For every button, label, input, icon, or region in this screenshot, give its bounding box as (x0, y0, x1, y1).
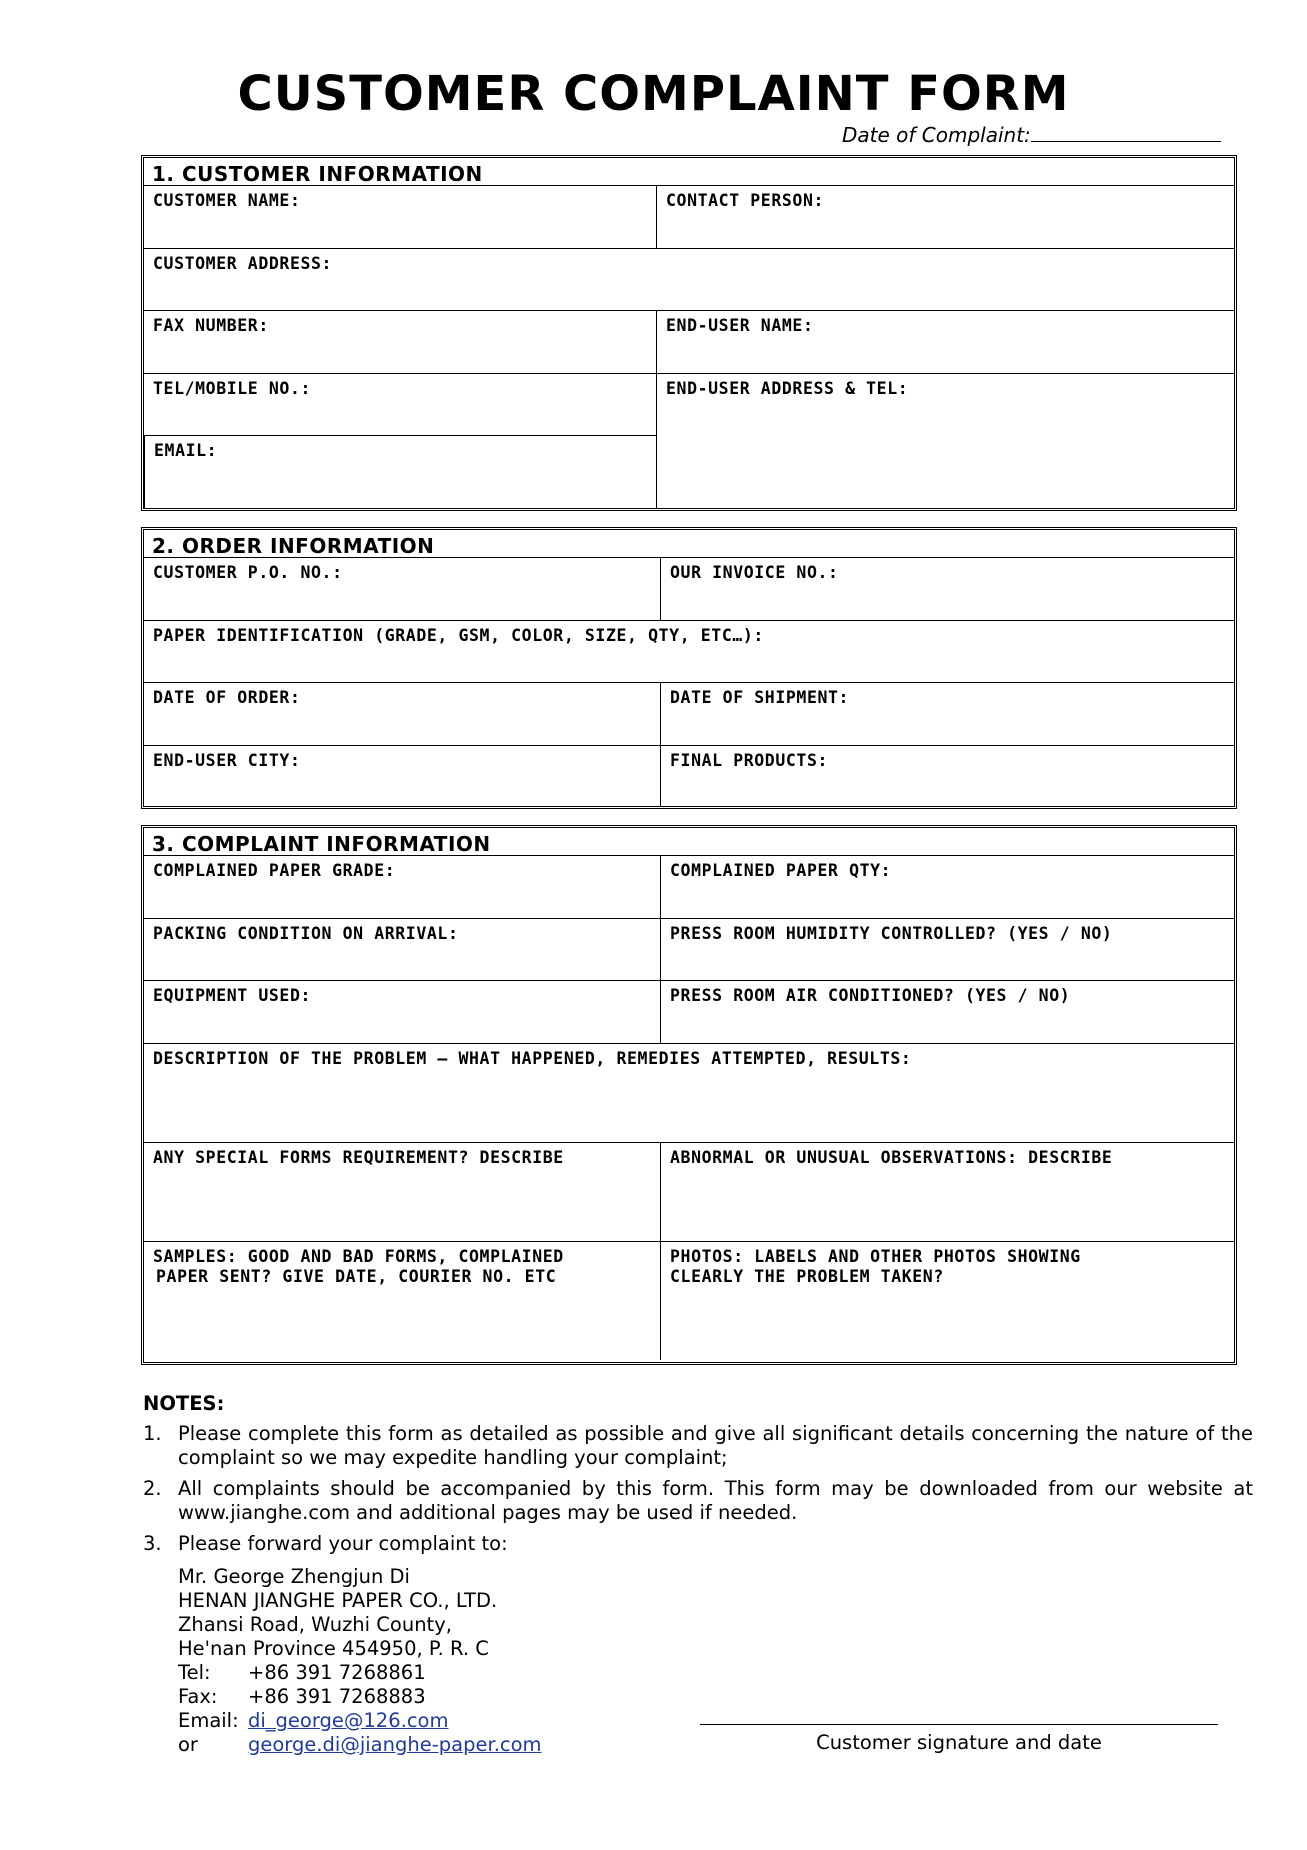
contact-street: Zhansi Road, Wuzhi County, (178, 1613, 452, 1636)
section-heading: 1. CUSTOMER INFORMATION (144, 158, 1234, 186)
date-of-order-field[interactable]: DATE OF ORDER: (153, 688, 301, 707)
customer-address-field[interactable]: CUSTOMER ADDRESS: (153, 254, 333, 273)
final-products-field[interactable]: FINAL PRODUCTS: (660, 746, 1234, 806)
contact-person-field[interactable]: CONTACT PERSON: (656, 186, 1234, 248)
customer-information-section (141, 155, 1237, 511)
contact-company: HENAN JIANGHE PAPER CO., LTD. (178, 1589, 498, 1612)
contact-address (178, 1565, 542, 1757)
form-row (144, 186, 1234, 249)
complained-paper-grade-field[interactable]: COMPLAINED PAPER GRADE: (153, 861, 396, 880)
section-heading: 2. ORDER INFORMATION (144, 530, 1234, 558)
contact-name: Mr. George Zhengjun Di (178, 1565, 410, 1588)
tel-value: +86 391 7268861 (248, 1661, 426, 1684)
air-conditioned-field[interactable]: PRESS ROOM AIR CONDITIONED? (YES / NO) (660, 981, 1234, 1043)
form-row (144, 919, 1234, 981)
form-title: CUSTOMER COMPLAINT FORM (237, 66, 1070, 122)
form-row (144, 558, 1234, 621)
form-row (144, 1044, 1234, 1143)
section-heading: 3. COMPLAINT INFORMATION (144, 828, 1234, 856)
form-row (144, 856, 1234, 919)
customer-po-field[interactable]: CUSTOMER P.O. NO.: (153, 563, 343, 582)
form-row (144, 311, 1234, 374)
note-item (143, 1422, 1253, 1470)
photos-field[interactable] (660, 1242, 1234, 1360)
left-column (144, 374, 656, 508)
end-user-name-field[interactable]: END-USER NAME: (656, 311, 1234, 373)
form-row (144, 621, 1234, 683)
packing-condition-field[interactable]: PACKING CONDITION ON ARRIVAL: (153, 924, 459, 943)
fax-number-field[interactable]: FAX NUMBER: (153, 316, 269, 335)
humidity-controlled-field[interactable]: PRESS ROOM HUMIDITY CONTROLLED? (YES / NO) (660, 919, 1234, 980)
our-invoice-field[interactable]: OUR INVOICE NO.: (660, 558, 1234, 620)
fax-value: +86 391 7268883 (248, 1685, 426, 1708)
date-of-complaint-field[interactable] (1031, 123, 1221, 142)
note-number: 2. (143, 1477, 162, 1500)
notes-section (143, 1392, 1253, 1563)
note-item (143, 1477, 1253, 1525)
end-user-city-field[interactable]: END-USER CITY: (153, 751, 301, 770)
date-of-complaint[interactable] (842, 123, 1221, 147)
contact-email2-line (178, 1733, 542, 1757)
tel-mobile-field[interactable]: TEL/MOBILE NO.: (144, 374, 656, 436)
date-of-complaint-label: Date of Complaint: (842, 123, 1031, 147)
signature-line[interactable] (700, 1724, 1218, 1725)
end-user-address-field[interactable]: END-USER ADDRESS & TEL: (656, 374, 1234, 508)
form-row (144, 374, 1234, 508)
tel-label: Tel: (178, 1661, 211, 1684)
email-field[interactable]: EMAIL: (144, 436, 656, 508)
email-link[interactable]: di_george@126.com (248, 1709, 449, 1732)
note-number: 3. (143, 1532, 162, 1555)
note-number: 1. (143, 1422, 162, 1445)
photos-line-1: PHOTOS: LABELS AND OTHER PHOTOS SHOWING (670, 1247, 1081, 1266)
paper-identification-field[interactable]: PAPER IDENTIFICATION (GRADE, GSM, COLOR, SIZE, QTY, ETC…): (153, 626, 764, 645)
note-item (143, 1532, 1253, 1556)
form-row (144, 746, 1234, 806)
complained-paper-qty-field[interactable]: COMPLAINED PAPER QTY: (660, 856, 1234, 918)
form-row (144, 981, 1234, 1044)
samples-line-1: SAMPLES: GOOD AND BAD FORMS, COMPLAINED (153, 1247, 564, 1266)
date-of-shipment-field[interactable]: DATE OF SHIPMENT: (660, 683, 1234, 745)
customer-name-field[interactable]: CUSTOMER NAME: (153, 191, 301, 210)
email2-link[interactable]: george.di@jianghe-paper.com (248, 1733, 542, 1756)
special-forms-field[interactable]: ANY SPECIAL FORMS REQUIREMENT? DESCRIBE (153, 1148, 564, 1167)
notes-heading: NOTES: (143, 1392, 225, 1415)
photos-line-2: CLEARLY THE PROBLEM TAKEN? (670, 1267, 944, 1286)
note-text: Please complete this form as detailed as possible and give all significant details concerning the nature of the complaint so we may expedite handling your complaint; (178, 1422, 1253, 1469)
form-row (144, 683, 1234, 746)
order-information-section (141, 527, 1237, 809)
complaint-information-section (141, 825, 1237, 1365)
samples-line-2: PAPER SENT? GIVE DATE, COURIER NO. ETC (156, 1267, 557, 1286)
contact-province: He'nan Province 454950, P. R. C (178, 1637, 489, 1660)
or-label: or (178, 1733, 198, 1756)
email-label: Email: (178, 1709, 239, 1732)
contact-fax-line (178, 1685, 542, 1709)
note-text: All complaints should be accompanied by this form. This form may be downloaded from our website at www.jianghe.com and additional pages may be used if needed. (178, 1477, 1253, 1524)
contact-tel-line (178, 1661, 542, 1685)
signature-caption: Customer signature and date (816, 1731, 1102, 1754)
fax-label: Fax: (178, 1685, 218, 1708)
form-row (144, 1242, 1234, 1360)
contact-email-line (178, 1709, 542, 1733)
form-row (144, 249, 1234, 311)
equipment-used-field[interactable]: EQUIPMENT USED: (153, 986, 312, 1005)
note-text: Please forward your complaint to: (178, 1532, 508, 1555)
form-row (144, 1143, 1234, 1242)
problem-description-field[interactable]: DESCRIPTION OF THE PROBLEM – WHAT HAPPENED, REMEDIES ATTEMPTED, RESULTS: (153, 1049, 912, 1068)
samples-field[interactable] (144, 1242, 660, 1360)
abnormal-observations-field[interactable]: ABNORMAL OR UNUSUAL OBSERVATIONS: DESCRIBE (660, 1143, 1234, 1241)
